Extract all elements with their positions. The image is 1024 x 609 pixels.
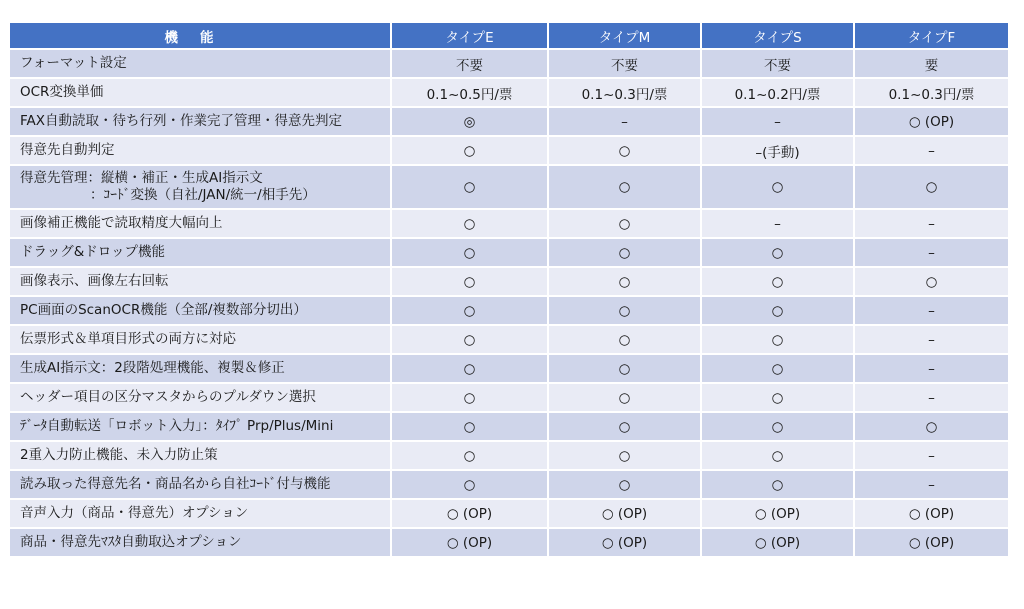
value-cell-e: ○ [391, 238, 548, 267]
value-cell-e: ○ [391, 325, 548, 354]
value-cell-e: ○ [391, 441, 548, 470]
value-cell-e: 不要 [391, 49, 548, 78]
value-cell-e: ○ (OP) [391, 528, 548, 557]
value-cell-m: ○ [548, 383, 701, 412]
value-cell-s: ○ [701, 165, 854, 209]
header-row [9, 22, 1009, 49]
value-cell-m: ○ [548, 412, 701, 441]
value-cell-f: 0.1~0.3円/票 [854, 78, 1009, 107]
value-cell-f: – [854, 296, 1009, 325]
feature-cell: 2重入力防止機能、未入力防止策 [9, 441, 391, 470]
header-feature: 機能 [9, 22, 391, 49]
feature-cell: 読み取った得意先名・商品名から自社ｺｰﾄﾞ付与機能 [9, 470, 391, 499]
feature-cell: OCR変換単価 [9, 78, 391, 107]
feature-comparison-table [8, 21, 1010, 558]
value-cell-e: ○ [391, 470, 548, 499]
feature-cell: 商品・得意先ﾏｽﾀ自動取込オプション [9, 528, 391, 557]
feature-cell: フォーマット設定 [9, 49, 391, 78]
header-type-e: タイプE [391, 22, 548, 49]
value-cell-m: ○ [548, 296, 701, 325]
value-cell-f: – [854, 209, 1009, 238]
value-cell-m: ○ [548, 470, 701, 499]
feature-cell [9, 165, 391, 209]
value-cell-m: ○ [548, 165, 701, 209]
value-cell-f: – [854, 383, 1009, 412]
value-cell-f: – [854, 470, 1009, 499]
value-cell-m: ○ (OP) [548, 499, 701, 528]
feature-cell: 画像表示、画像左右回転 [9, 267, 391, 296]
value-cell-m: ○ [548, 209, 701, 238]
value-cell-f: ○ [854, 165, 1009, 209]
value-cell-f: – [854, 136, 1009, 165]
value-cell-e: ○ (OP) [391, 499, 548, 528]
value-cell-s: ○ [701, 238, 854, 267]
value-cell-f: ○ [854, 267, 1009, 296]
feature-line-1: 得意先管理：縦横・補正・生成AI指示文 [20, 170, 263, 186]
value-cell-f: ○ (OP) [854, 107, 1009, 136]
feature-cell: 音声入力（商品・得意先）オプション [9, 499, 391, 528]
value-cell-s: ○ [701, 325, 854, 354]
value-cell-s: ○ [701, 441, 854, 470]
table-row [9, 412, 1009, 441]
table-row [9, 499, 1009, 528]
table-row [9, 354, 1009, 383]
feature-cell: PC画面のScanOCR機能（全部/複数部分切出） [9, 296, 391, 325]
table-row [9, 470, 1009, 499]
value-cell-e: ○ [391, 296, 548, 325]
header-type-s: タイプS [701, 22, 854, 49]
value-cell-m: 0.1~0.3円/票 [548, 78, 701, 107]
value-cell-s: ○ [701, 383, 854, 412]
table-row [9, 78, 1009, 107]
table-row [9, 267, 1009, 296]
table-row [9, 296, 1009, 325]
value-cell-f: – [854, 441, 1009, 470]
value-cell-s: – [701, 107, 854, 136]
value-cell-s: ○ [701, 470, 854, 499]
table-row [9, 49, 1009, 78]
value-cell-s: ○ [701, 354, 854, 383]
value-cell-m: ○ (OP) [548, 528, 701, 557]
value-cell-e: ○ [391, 383, 548, 412]
value-cell-f: 要 [854, 49, 1009, 78]
header-type-f: タイプF [854, 22, 1009, 49]
feature-cell: ドラッグ&ドロップ機能 [9, 238, 391, 267]
value-cell-e: ○ [391, 412, 548, 441]
value-cell-m: ○ [548, 136, 701, 165]
value-cell-e: ◎ [391, 107, 548, 136]
feature-cell: 得意先自動判定 [9, 136, 391, 165]
value-cell-e: ○ [391, 267, 548, 296]
table-row [9, 136, 1009, 165]
table-row [9, 107, 1009, 136]
value-cell-s: ○ [701, 267, 854, 296]
value-cell-m: ○ [548, 325, 701, 354]
value-cell-s: – [701, 209, 854, 238]
value-cell-m: ○ [548, 267, 701, 296]
value-cell-e: ○ [391, 165, 548, 209]
feature-cell: 伝票形式＆単項目形式の両方に対応 [9, 325, 391, 354]
value-cell-f: ○ [854, 412, 1009, 441]
value-cell-m: ○ [548, 238, 701, 267]
value-cell-e: 0.1~0.5円/票 [391, 78, 548, 107]
value-cell-f: – [854, 354, 1009, 383]
feature-cell: ﾃﾞｰﾀ自動転送「ロボット入力」：ﾀｲﾌﾟ Prp/Plus/Mini [9, 412, 391, 441]
table-row [9, 165, 1009, 209]
value-cell-f: – [854, 238, 1009, 267]
table-row [9, 325, 1009, 354]
feature-cell: FAX自動読取・待ち行列・作業完了管理・得意先判定 [9, 107, 391, 136]
value-cell-f: – [854, 325, 1009, 354]
feature-line-2: ：ｺｰﾄﾞ変換（自社/JAN/統一/相手先） [90, 187, 316, 203]
feature-cell: 生成AI指示文：2段階処理機能、複製＆修正 [9, 354, 391, 383]
header-type-m: タイプM [548, 22, 701, 49]
value-cell-f: ○ (OP) [854, 499, 1009, 528]
value-cell-m: 不要 [548, 49, 701, 78]
value-cell-s: ○ [701, 412, 854, 441]
value-cell-m: ○ [548, 441, 701, 470]
table-row [9, 441, 1009, 470]
value-cell-s: 不要 [701, 49, 854, 78]
table-row [9, 528, 1009, 557]
value-cell-e: ○ [391, 209, 548, 238]
table-row [9, 238, 1009, 267]
value-cell-f: ○ (OP) [854, 528, 1009, 557]
value-cell-s: ○ [701, 296, 854, 325]
value-cell-e: ○ [391, 354, 548, 383]
value-cell-e: ○ [391, 136, 548, 165]
feature-cell: ヘッダー項目の区分マスタからのプルダウン選択 [9, 383, 391, 412]
value-cell-s: ○ (OP) [701, 528, 854, 557]
table-row [9, 209, 1009, 238]
value-cell-s: 0.1~0.2円/票 [701, 78, 854, 107]
value-cell-s: ○ (OP) [701, 499, 854, 528]
table-row [9, 383, 1009, 412]
value-cell-m: ○ [548, 354, 701, 383]
value-cell-s: –(手動) [701, 136, 854, 165]
value-cell-m: – [548, 107, 701, 136]
feature-cell: 画像補正機能で読取精度大幅向上 [9, 209, 391, 238]
